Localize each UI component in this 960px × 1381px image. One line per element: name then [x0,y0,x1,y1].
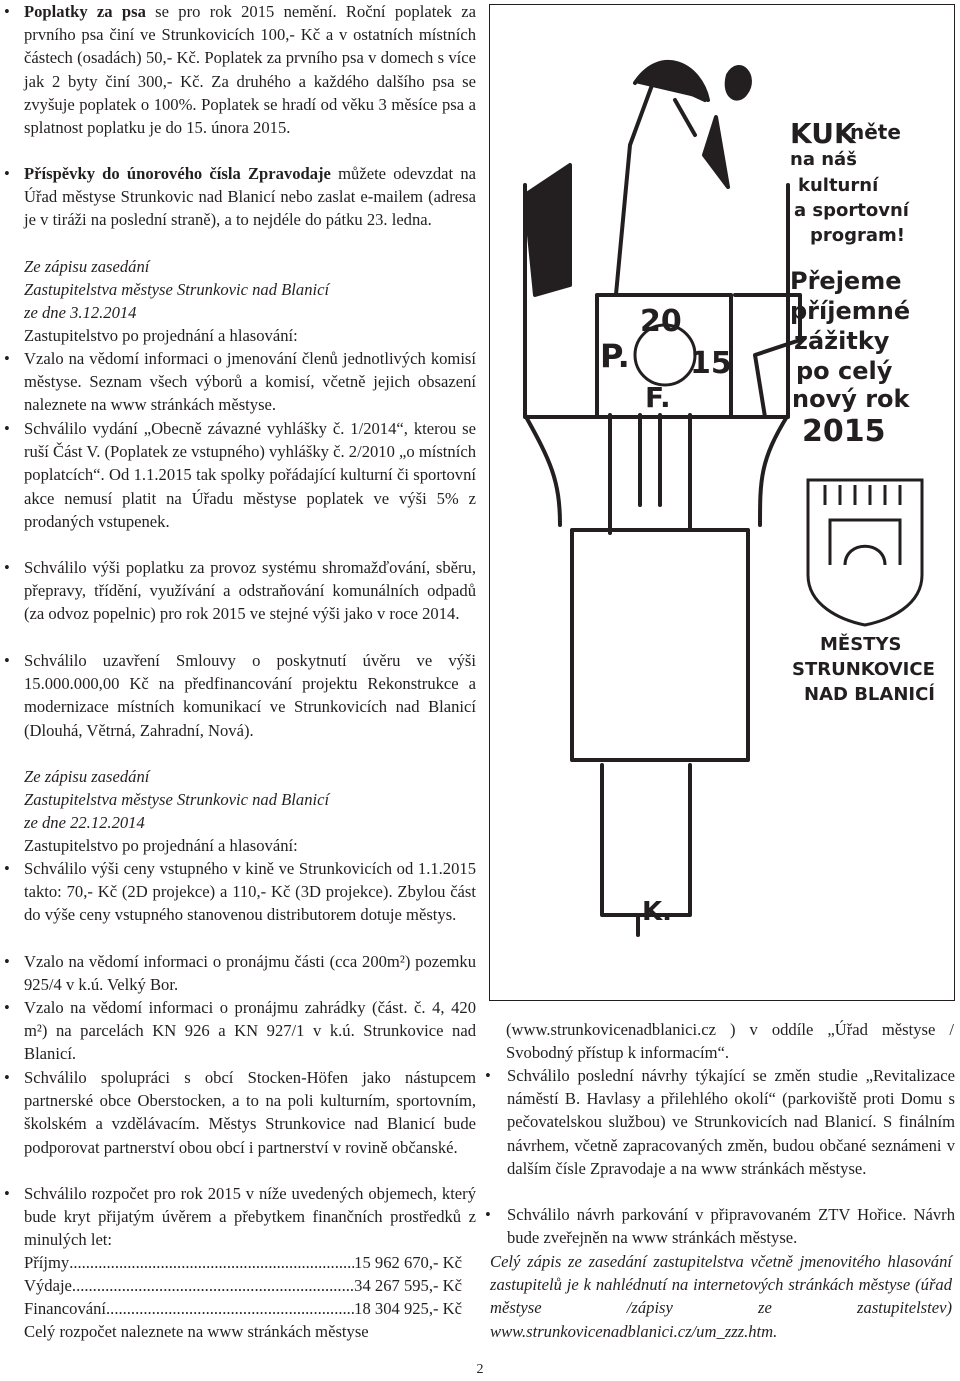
wish-line-4: po celý [796,357,893,385]
wish-line-5: nový rok [792,385,910,413]
right-item-1: • Schválilo poslední návrhy týkající se změn studie „Revitalizace náměstí B. Havlasy a přilehlého okolí“ (parkoviště proti Domu s pečovatelskou službou) ve Strunkovicích nad Blanicí. S finálním návrhem, včetně zapracovaných změn, budou občané seznámeni v dalším čísle Zpravodaje a na www stránkách městyse. [507,1064,955,1180]
wish-line-2: příjemné [790,297,911,325]
minutes1-item-2: • Schválilo vydání „Obecně závazné vyhlášky č. 1/2014“, kterou se ruší Část V. (Poplatek ze vstupného) vyhlášky č. 2/2010 „o místních poplatcích“. Od 1.1.2015 tak spolky pořádající kulturní či sportovní akce nemusí platit na Úřadu městyse poplatek ve výši 5% z prodaných vstupenek. [0,417,476,533]
right-wing-shape [704,117,728,187]
right-curve [760,415,788,525]
right-item-2: • Schválilo návrh parkování v připravovaném ZTV Hořice. Návrh bude zveřejněn na www stránkách městyse. [507,1203,955,1249]
town-name-1: MĚSTYS [820,634,902,655]
bird-beak [675,100,695,135]
minutes2-item-3: • Vzalo na vědomí informaci o pronájmu zahrádky (část. č. 4, 420 m²) na parcelách KN 926 a KN 927/1 v k.ú. Strunkovice nad Blanicí. [0,996,476,1066]
minutes1-item-4: • Schválilo uzavření Smlouvy o poskytnutí úvěru ve výši 15.000.000,00 Kč na předfinancování projektu Rekonstrukce a modernizace místních komunikací ve Strunkovicích nad Blanicí (Dlouhá, Větrná, Zahradní, Nová). [0,649,476,742]
clock-label-top: 20 [640,304,682,339]
message-line-3: kulturní [798,175,879,196]
minutes2-item-4: • Schválilo spolupráci s obcí Stocken-Höfen jako nástupcem partnerské obce Oberstocken, a to na poli kulturním, sportovním, školském a vzdělávacím. Městys Strunkovice nad Blanicí bude podporovat partnerství obou obcí i partnerství v rovině občanské. [0,1066,476,1159]
minutes2-header [0,765,476,835]
clock-label-left: P. [600,337,630,375]
message-line-2: na náš [790,149,857,170]
minutes1-title: Ze zápisu zasedání [24,257,150,276]
clock-label-bottom: F. [645,381,671,414]
budget-tail: Celý rozpočet naleznete na www stránkách městyse [24,1322,369,1341]
clock-label-right: 15 [690,346,732,381]
dog-fee-text: se pro rok 2015 nemění. Roční poplatek za prvního psa činí ve Strunkovicích 100,- Kč a v ostatních místních částech (osadách) 50,- Kč. Poplatek za prvního psa v domech s více jak 2 byty činí 300,- Kč. Za druhého a každého dalšího psa se zvyšuje poplatek o 100%. Poplatek se hradí od věku 3 měsíce psa a splatnost poplatku je do 15. února 2015. [24,2,477,138]
cuckoo-clock-illustration [490,5,956,1002]
dog-fee-heading: Poplatky za psa [24,2,146,21]
budget-row-expenses: Výdaje ..... 34 267 595,- Kč [24,1274,462,1297]
left-wing-shape [525,165,570,295]
minutes1-item-1: • Vzalo na vědomí informaci o jmenování členů jednotlivých komisí městyse. Seznam všech výborů a komisí, včetně jejich obsazení naleznete na www stránkách městyse. [0,347,476,417]
minutes2-date: ze dne 22.12.2014 [24,813,145,833]
minutes1-intro: Zastupitelstvo po projednání a hlasování: [24,326,298,345]
minutes2-item-5: • Schválilo rozpočet pro rok 2015 v níže uvedených objemech, který bude kryt přijatým úvěrem a přebytkem finančních prostředků z minulých let: [0,1182,476,1252]
contributions-heading: Příspěvky do únorového čísla Zpravodaje [24,164,331,183]
pendulum-tail [602,765,690,915]
left-curve [525,415,560,525]
dog-fee-paragraph [0,0,476,139]
minutes2-council: Zastupitelstva městyse Strunkovic nad Blanicí [24,790,330,810]
budget-table [0,1251,476,1321]
right-closing-note: Celý zápis ze zasedání zastupitelstva včetně jmenovitého hlasování zastupitelů je k nahlédnutí na internetových stránkách městyse (úřad městyse /zápisy ze zastupitelstev) www.strunkovicenadblanici.cz/um_zzz.htm. [490,1252,952,1341]
wish-line-3: zážitky [794,327,890,355]
contributions-paragraph [0,162,476,232]
coat-of-arms [808,480,922,625]
town-name-3: NAD BLANICÍ [804,684,935,705]
kuknete-text: něte [850,120,901,144]
minutes1-header [0,255,476,325]
minutes2-title: Ze zápisu zasedání [24,767,150,786]
bird-back [615,77,705,305]
contributions-text: můžete odevzdat na Úřad městyse Strunkovic nad Blanicí nebo zaslat e-mailem (adresa je v tiráži na poslední straně), a to nejdéle do pátku 23. ledna. [24,164,477,230]
message-line-5: program! [810,225,906,246]
budget-row-income: Příjmy ..... 15 962 670,- Kč [24,1251,462,1274]
minutes2-intro: Zastupitelstvo po projednání a hlasování: [24,836,298,855]
wish-line-6: 2015 [802,414,886,449]
artist-signature: K. [642,897,673,927]
kuk-text: KUK [790,117,856,150]
illustration-frame [489,4,955,1001]
budget-row-financing: Financování ..... 18 304 925,- Kč [24,1297,462,1320]
message-line-4: a sportovní [794,200,909,221]
minutes1-council: Zastupitelstva městyse Strunkovic nad Blanicí [24,280,330,300]
wish-line-1: Přejeme [790,267,902,295]
right-para-0: (www.strunkovicenadblanici.cz ) v oddíle „Úřad městyse / Svobodný přístup k informacím“. [506,1020,954,1063]
bird-head [635,62,708,100]
town-name-2: STRUNKOVICE [792,659,935,680]
minutes1-date: ze dne 3.12.2014 [24,303,137,323]
minutes2-item-2: • Vzalo na vědomí informaci o pronájmu části (cca 200m²) pozemku 925/4 v k.ú. Velký Bor. [0,950,476,996]
minutes1-item-3: • Schválilo výši poplatku za provoz systému shromažďování, sběru, přepravy, třídění, využívání a odstraňování komunálních odpadů (za odvoz popelnic) pro rok 2015 ve stejné výši jako v roce 2014. [0,556,476,626]
bird-flower [727,67,750,99]
pendulum-frame [572,530,748,760]
page-number: 2 [476,1362,484,1377]
minutes2-item-1: • Schválilo výši ceny vstupného v kině ve Strunkovicích od 1.1.2015 takto: 70,- Kč (2D projekce) a 110,- Kč (3D projekce). Zbylou část do výše ceny vstupného stanovenou distributorem dotuje městys. [0,857,476,927]
